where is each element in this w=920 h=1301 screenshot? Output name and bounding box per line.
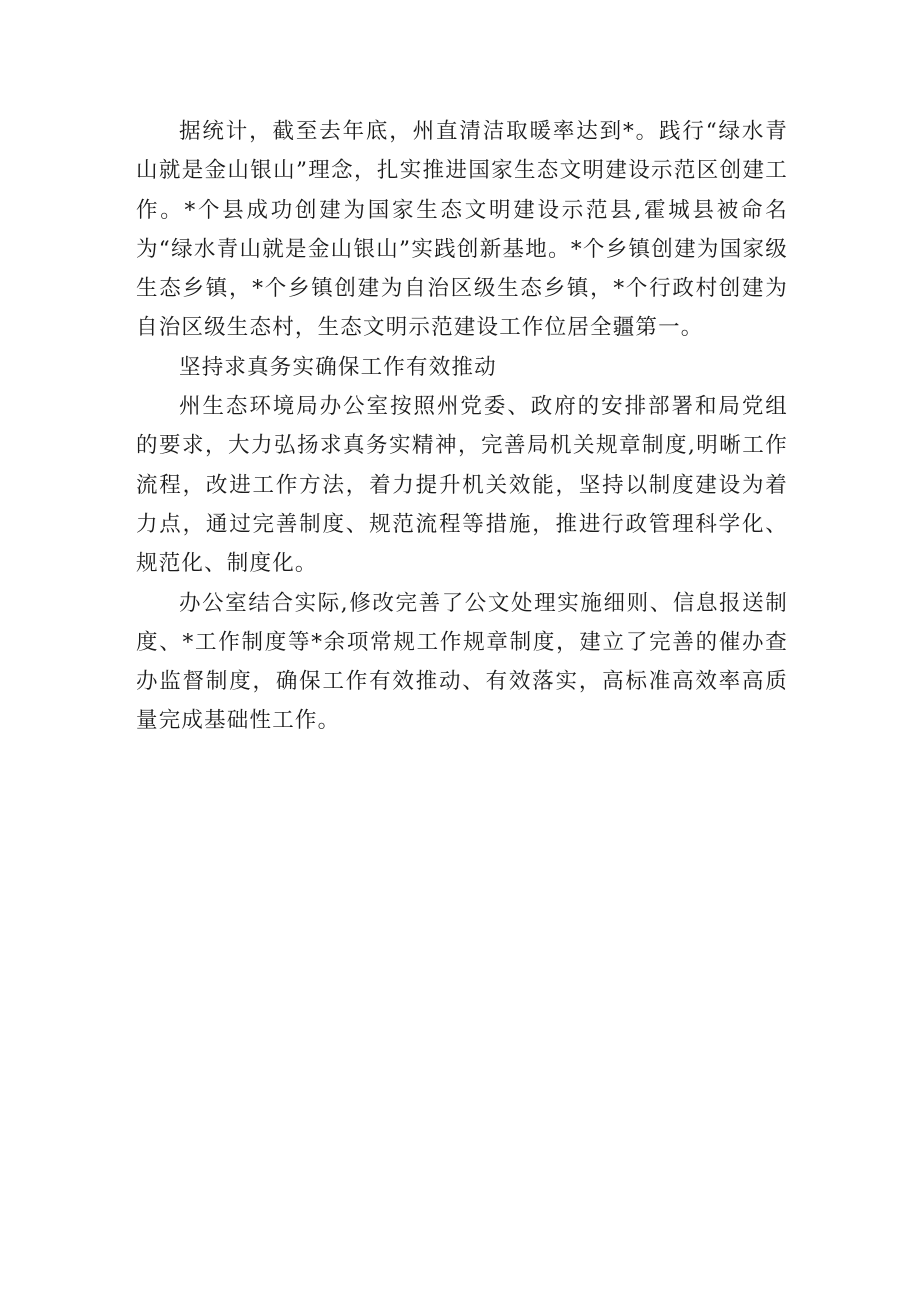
paragraph-office-rules: 办公室结合实际,修改完善了公文处理实施细则、信息报送制度、*工作制度等*余项常规工作规章制度，建立了完善的催办查办监督制度，确保工作有效推动、有效落实，高标准高效率高质量完成基础性工作。 <box>136 590 788 734</box>
section-heading: 坚持求真务实确保工作有效推动 <box>179 354 497 380</box>
paragraph-statistics: 据统计，截至去年底，州直清洁取暖率达到*。践行“绿水青山就是金山银山”理念，扎实推进国家生态文明建设示范区创建工作。*个县成功创建为国家生态文明建设示范县,霍城县被命名为“绿水青山就是金山银山”实践创新基地。*个乡镇创建为国家级生态乡镇，*个乡镇创建为自治区级生态乡镇，*个行政村创建为自治区级生态村，生态文明示范建设工作位居全疆第一。 <box>136 119 788 341</box>
paragraph-office-practice: 州生态环境局办公室按照州党委、政府的安排部署和局党组的要求，大力弘扬求真务实精神，完善局机关规章制度,明晰工作流程，改进工作方法，着力提升机关效能，坚持以制度建设为着力点，通过完善制度、规范流程等措施，推进行政管理科学化、规范化、制度化。 <box>136 394 788 577</box>
document-page <box>136 112 788 741</box>
